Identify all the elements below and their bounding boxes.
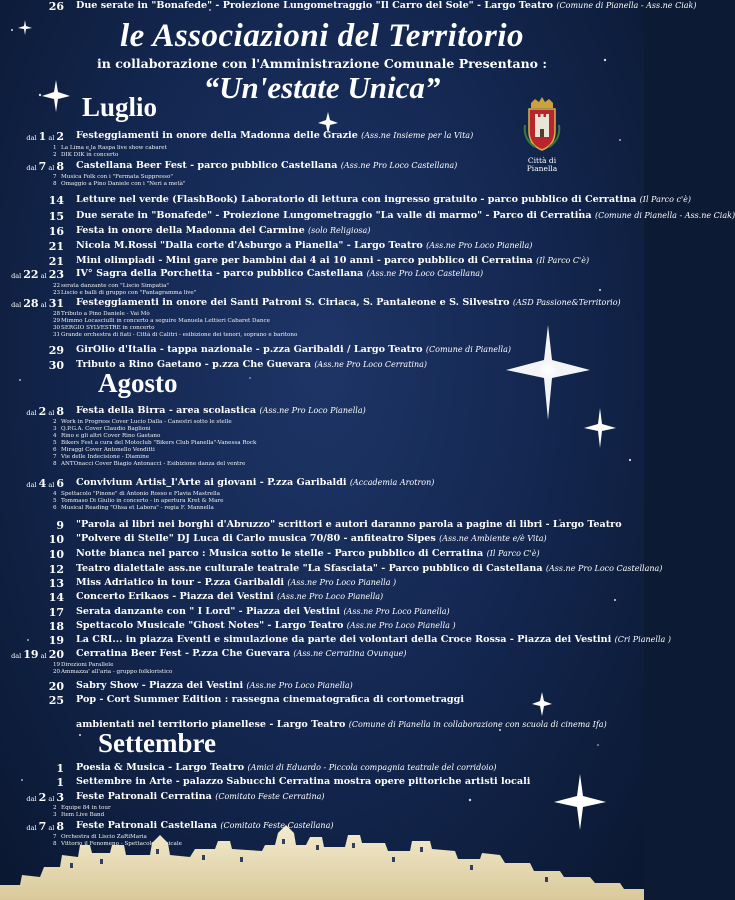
date-end: 3 [56, 791, 64, 804]
event-row [0, 344, 600, 358]
sub-event-text: Omaggio a Pino Daniele con i "Neri a metà" [61, 181, 186, 187]
event-row [0, 240, 600, 254]
event-organizer: (Ass.ne Pro Loco Cerratina) [314, 360, 428, 369]
event-title: Sabry Show - Piazza dei Vestini (Ass.ne Pro Loco Pianella) [76, 680, 353, 691]
event-row [0, 648, 600, 662]
date-start: 15 [48, 210, 64, 223]
date-infix: al [46, 409, 57, 417]
event-date [0, 297, 64, 310]
sub-event-text: Liscio e balli di gruppo con "Fantagramma live" [61, 290, 197, 296]
sub-event [53, 662, 113, 669]
date-infix: al [46, 795, 57, 803]
event-row [0, 297, 621, 311]
sub-event-day: 4 [53, 433, 57, 439]
date-end: 20 [48, 648, 64, 661]
event-title: Castellana Beer Fest - parco pubblico Castellana (Ass.ne Pro Loco Castellana) [76, 160, 458, 171]
sub-event [53, 152, 118, 159]
date-start: 25 [48, 694, 64, 707]
sub-event-day: 1 [53, 145, 57, 151]
event-organizer: (Ass.ne Pro Loco Pianella ) [346, 621, 456, 630]
date-prefix: dal [26, 164, 39, 172]
sub-event [53, 290, 196, 297]
sub-event-text: Spettacolo "Pinone" di Antonio Rosso e Flavia Mastrella [61, 491, 220, 497]
event-title: ambientati nel territorio pianellese - Largo Teatro (Comune di Pianella in collaborazione con scuola di cinema Ifa) [76, 719, 607, 730]
date-start: 28 [23, 297, 39, 310]
event-organizer: (Ass.ne Pro Loco Castellana) [545, 564, 663, 573]
event-title: "Parola ai libri nei borghi d'Abruzzo" scrittori e autori daranno parola a pagine di libri - Largo Teatro [76, 519, 622, 530]
sub-event-day: 4 [53, 491, 57, 497]
sub-event-text: Tributo a Pino Daniele - Vai Mò [61, 311, 150, 317]
event-date [0, 194, 64, 207]
date-prefix: dal [11, 301, 24, 309]
date-start: 14 [48, 194, 64, 207]
sub-event-day: 5 [53, 498, 57, 504]
date-start: 9 [56, 519, 64, 532]
sub-event [53, 805, 111, 812]
event-title: Pop - Cort Summer Edition : rassegna cinematografica di cortometraggi [76, 694, 464, 705]
event-row [0, 477, 600, 491]
date-end: 8 [56, 820, 64, 833]
event-date [0, 0, 64, 13]
event-title: Spettacolo Musicale "Ghost Notes" - Largo Teatro (Ass.ne Pro Loco Pianella ) [76, 620, 456, 631]
sub-event-day: 7 [53, 834, 57, 840]
event-title: Feste Patronali Castellana (Comitato Feste Castellana) [76, 820, 334, 831]
event-organizer: (Ass.ne Ambiente e/è Vita) [439, 534, 547, 543]
sub-event [53, 447, 155, 454]
month-agosto: Agosto [98, 368, 178, 398]
event-row [0, 694, 600, 708]
event-organizer: (Comitato Feste Castellana) [220, 821, 334, 830]
month-luglio: Luglio [82, 92, 158, 122]
event-organizer: (Il Parco c'è) [639, 195, 692, 204]
event-row [0, 577, 600, 591]
sub-event-text: Miraggi Cover Antonello Venditti [61, 447, 155, 453]
event-row [0, 791, 600, 805]
sub-event-day: 5 [53, 440, 57, 446]
sub-event [53, 498, 223, 505]
event-date [0, 606, 64, 619]
event-title: Teatro dialettale ass.ne culturale teatrale "La Sfasciata" - Parco pubblico di Castellana (Ass.ne Pro Loco Castellana) [76, 563, 663, 574]
date-start: 2 [38, 791, 47, 804]
sub-event [53, 454, 149, 461]
event-title: Notte bianca nel parco : Musica sotto le stelle - Parco pubblico di Cerratina (Il Parco C'è) [76, 548, 540, 559]
sub-event-day: 8 [53, 181, 57, 187]
event-title: Due serate in "Bonafede" - Proiezione Lungometraggio "La valle di marmo" - Parco di Cerratina (Comune di Pianella - Ass.ne Ciak) [76, 210, 735, 221]
event-date [0, 776, 64, 789]
event-title: Miss Adriatico in tour - P.zza Garibaldi (Ass.ne Pro Loco Pianella ) [76, 577, 397, 588]
date-end: 6 [56, 477, 64, 490]
sub-event-text: serata danzante con "Liscio Simpatia" [61, 283, 169, 289]
sub-event-text: Musica Folk con i "Fermata Suppresso" [61, 174, 173, 180]
month-settembre: Settembre [98, 728, 216, 758]
date-start: 20 [48, 680, 64, 693]
event-date [0, 255, 64, 268]
event-row [0, 194, 692, 208]
sub-event [53, 669, 172, 676]
sub-event-day: 20 [53, 669, 61, 675]
event-date [0, 762, 64, 775]
date-prefix: dal [26, 481, 39, 489]
event-organizer: (Ass.ne Pro Loco Pianella) [343, 607, 450, 616]
event-date [0, 548, 64, 561]
event-date [0, 680, 64, 693]
date-start: 10 [48, 533, 64, 546]
event-date [0, 648, 64, 661]
date-end: 8 [56, 405, 64, 418]
event-title: Festa in onore della Madonna del Carmine (solo Religiosa) [76, 225, 371, 236]
sub-event-text: Direzioni Parallele [61, 662, 114, 668]
date-start: 7 [38, 820, 47, 833]
event-organizer: (Ass.ne Pro Loco Pianella) [426, 241, 533, 250]
sub-event [53, 491, 220, 498]
event-date [0, 591, 64, 604]
sub-event [53, 440, 256, 447]
date-start: 7 [38, 160, 47, 173]
event-title: GirOlio d'Italia - tappa nazionale - p.zza Garibaldi / Largo Teatro (Comune di Pianella) [76, 344, 511, 355]
event-title: Festa della Birra - area scolastica (Ass.ne Pro Loco Pianella) [76, 405, 366, 416]
sub-event-day: 19 [53, 662, 61, 668]
event-row [0, 268, 600, 282]
event-organizer: (Il Parco C'è) [536, 256, 590, 265]
event-row [0, 591, 600, 605]
sub-event [53, 325, 155, 332]
date-start: 19 [48, 634, 64, 647]
event-date [0, 268, 64, 281]
event-organizer: (Ass.ne Cerratina Ovunque) [293, 649, 407, 658]
sub-event-day: 7 [53, 174, 57, 180]
event-row [0, 210, 735, 224]
event-title: Serata danzante con " I Lord" - Piazza dei Vestini (Ass.ne Pro Loco Pianella) [76, 606, 450, 617]
sub-event-day: 30 [53, 325, 61, 331]
event-row [0, 533, 600, 547]
date-infix: al [46, 134, 57, 142]
sub-event-text: Vittorio il Fenomeno - Spettacolo Musicale [61, 841, 182, 847]
event-organizer: (Ass.ne Insieme per la Vita) [361, 131, 474, 140]
event-organizer: (Ass.ne Pro Loco Pianella) [246, 681, 353, 690]
date-infix: al [46, 164, 57, 172]
event-title: Convivium Artist_l'Arte ai giovani - P.zza Garibaldi (Accademia Arotron) [76, 477, 435, 488]
date-start: 1 [56, 776, 64, 789]
event-date [0, 210, 64, 223]
sub-event-text: ANTOnacci Cover Biagio Antonacci - Esibizione danza del ventre [61, 461, 246, 467]
sub-event [53, 433, 160, 440]
date-prefix: dal [11, 272, 24, 280]
event-date [0, 519, 64, 532]
event-organizer: (Comune di Pianella - Ass.ne Ciak) [594, 211, 735, 220]
event-organizer: (solo Religiosa) [308, 226, 371, 235]
event-date [0, 620, 64, 633]
sub-event-day: 28 [53, 311, 61, 317]
event-organizer: (Amici di Eduardo - Piccola compagnia teatrale del corridoio) [247, 763, 497, 772]
sub-event-day: 3 [53, 812, 57, 818]
date-start: 17 [48, 606, 64, 619]
date-end: 2 [56, 130, 64, 143]
date-start: 19 [23, 648, 39, 661]
event-title: Mini olimpiadi - Mini gare per bambini dai 4 ai 10 anni - parco pubblico di Cerratina (Il Parco C'è) [76, 255, 590, 266]
event-organizer: (Ass.ne Pro Loco Castellana) [340, 161, 458, 170]
sub-event [53, 311, 150, 318]
event-date [0, 160, 64, 173]
sub-event [53, 174, 173, 181]
date-start: 13 [48, 577, 64, 590]
event-organizer: (Il Parco C'è) [486, 549, 540, 558]
sub-event-day: 3 [53, 426, 57, 432]
date-infix: al [46, 824, 57, 832]
sub-event-day: 2 [53, 419, 57, 425]
crest-label-2: Pianella [526, 164, 558, 173]
event-row [0, 762, 600, 776]
sub-event [53, 461, 245, 468]
sub-event-text: Ammazza' all'aria - gruppo folkloristico [61, 669, 173, 675]
sub-event-day: 2 [53, 805, 57, 811]
header-slogan: “Un'estate Unica” [203, 70, 441, 105]
date-start: 26 [48, 0, 64, 13]
event-organizer: (Comune di Pianella - Ass.ne Ciak) [556, 1, 697, 10]
event-organizer: (Cri Pianella ) [614, 635, 671, 644]
sub-event-day: 31 [53, 332, 61, 338]
date-start: 2 [38, 405, 47, 418]
sub-event-day: 22 [53, 283, 61, 289]
event-row [0, 405, 600, 419]
event-row [0, 776, 600, 790]
event-row [0, 719, 607, 733]
event-title: IV° Sagra della Porchetta - parco pubblico Castellana (Ass.ne Pro Loco Castellana) [76, 268, 484, 279]
event-row [0, 160, 600, 174]
date-prefix: dal [26, 824, 39, 832]
sub-event [53, 283, 169, 290]
event-row [0, 606, 600, 620]
date-infix: al [38, 301, 49, 309]
sub-event-text: DIK DIK in concerto [61, 152, 119, 158]
sub-event [53, 181, 186, 188]
date-infix: al [38, 272, 49, 280]
date-start: 22 [23, 268, 39, 281]
date-infix: al [38, 652, 49, 660]
crest-icon [519, 95, 565, 153]
event-organizer: (Comitato Feste Cerratina) [215, 792, 325, 801]
date-start: 21 [48, 240, 64, 253]
sub-event [53, 332, 297, 339]
event-row [0, 563, 663, 577]
date-infix: al [46, 481, 57, 489]
sub-event-text: Orchestra di Liscio ZaRiMaria [61, 834, 147, 840]
sub-event-text: Rino e gli altri Cover Rino Gaetano [61, 433, 161, 439]
sub-event-day: 23 [53, 290, 61, 296]
sub-event-text: Musical Reading "Ohsa et Labora" - regia F. Mannella [61, 505, 214, 511]
event-title: Cerratina Beer Fest - P.zza Che Guevara (Ass.ne Cerratina Ovunque) [76, 648, 407, 659]
event-date [0, 533, 64, 546]
sub-event [53, 419, 232, 426]
event-row [0, 634, 671, 648]
event-title: Concerto Erikaos - Piazza dei Vestini (Ass.ne Pro Loco Pianella) [76, 591, 384, 602]
date-start: 12 [48, 563, 64, 576]
event-organizer: (Comune di Pianella) [425, 345, 511, 354]
sub-event-day: 7 [53, 454, 57, 460]
sub-event [53, 426, 151, 433]
crest-label-1: Città di [527, 156, 557, 165]
date-prefix: dal [11, 652, 24, 660]
date-start: 29 [48, 344, 64, 357]
sub-event-text: Mimmo Locasciulli in concerto a seguire Manuela Lettieri Cabaret Dance [61, 318, 270, 324]
event-title: Due serate in "Bonafede" - Proiezione Lungometraggio "Il Carro del Sole" - Largo Teatro (Comune di Pianella - Ass.ne Ciak) [76, 0, 697, 11]
date-start: 1 [38, 130, 47, 143]
event-title: Festeggiamenti in onore della Madonna delle Grazie (Ass.ne Insieme per la Vita) [76, 130, 474, 141]
date-end: 23 [48, 268, 64, 281]
event-title: "Polvere di Stelle" DJ Luca di Carlo musica 70/80 - anfiteatro Sipes (Ass.ne Ambiente e/è Vita) [76, 533, 547, 544]
event-date [0, 359, 64, 372]
event-organizer: (Accademia Arotron) [349, 478, 435, 487]
date-prefix: dal [26, 795, 39, 803]
sub-event-text: Bikers Fest a cura del Motoclub "Bikers Club Pianella"-Vanessa Rock [61, 440, 257, 446]
event-date [0, 240, 64, 253]
sub-event-day: 8 [53, 461, 57, 467]
header-title: le Associazioni del Territorio [119, 18, 524, 54]
event-row [0, 359, 600, 373]
date-prefix: dal [26, 409, 39, 417]
sub-event-text: Q.P.G.A. Cover Claudio Baglioni [61, 426, 151, 432]
sub-event [53, 505, 214, 512]
date-start: 21 [48, 255, 64, 268]
event-date [0, 694, 64, 707]
sub-event-text: Equipe 84 in tour [61, 805, 111, 811]
date-end: 8 [56, 160, 64, 173]
sub-event-text: Tommaso Di Giulio in concerto - in apertura Kret & Mare [61, 498, 224, 504]
event-organizer: (Ass.ne Pro Loco Pianella) [259, 406, 366, 415]
event-row [0, 130, 600, 144]
sub-event-day: 29 [53, 318, 61, 324]
event-title: Poesia & Musica - Largo Teatro (Amici di Eduardo - Piccola compagnia teatrale del corridoio) [76, 762, 497, 773]
event-date [0, 344, 64, 357]
sub-event-text: Grande orchestra di fiati - Città di Calitri - esibizione dei tenori, soprano e baritono [61, 332, 298, 338]
event-title: La CRI... in piazza Eventi e simulazione da parte dei volontari della Croce Rossa - Piazza dei Vestini (Cri Pianella ) [76, 634, 671, 645]
event-date [0, 405, 64, 418]
sub-event [53, 145, 167, 152]
sub-event [53, 318, 270, 325]
event-organizer: (ASD Passione&Territorio) [512, 298, 621, 307]
event-row [0, 225, 600, 239]
date-start: 10 [48, 548, 64, 561]
date-start: 18 [48, 620, 64, 633]
sub-event-day: 2 [53, 152, 57, 158]
date-start: 30 [48, 359, 64, 372]
sub-event-day: 6 [53, 447, 57, 453]
event-organizer: (Comune di Pianella in collaborazione con scuola di cinema Ifa) [348, 720, 607, 729]
event-date [0, 791, 64, 804]
event-title: Settembre in Arte - palazzo Sabucchi Cerratina mostra opere pittoriche artisti locali [76, 776, 531, 787]
event-title: Nicola M.Rossi "Dalla corte d'Asburgo a Pianella" - Largo Teatro (Ass.ne Pro Loco Pianella) [76, 240, 533, 251]
event-date [0, 634, 64, 647]
event-title: Feste Patronali Cerratina (Comitato Feste Cerratina) [76, 791, 325, 802]
event-title: Letture nel verde (FlashBook) Laboratorio di lettura con ingresso gratuito - parco pubblico di Cerratina (Il Parco c'è) [76, 194, 692, 205]
event-row [0, 620, 600, 634]
sub-event-day: 6 [53, 505, 57, 511]
sub-event-day: 8 [53, 841, 57, 847]
sub-event-text: Work in Progress Cover Lucio Dalla - Canestri sotto le stelle [61, 419, 232, 425]
sub-event-text: Item Live Band [61, 812, 105, 818]
date-start: 4 [38, 477, 47, 490]
event-organizer: (Ass.ne Pro Loco Pianella ) [287, 578, 397, 587]
date-prefix: dal [26, 134, 39, 142]
event-date [0, 225, 64, 238]
date-start: 1 [56, 762, 64, 775]
event-row [0, 519, 622, 533]
town-skyline [0, 815, 644, 900]
date-end: 31 [48, 297, 64, 310]
sub-event-text: SERGIO SYLVESTRE in concerto [61, 325, 155, 331]
date-start: 14 [48, 591, 64, 604]
event-title: Festeggiamenti in onore dei Santi Patroni S. Ciriaca, S. Pantaleone e S. Silvestro (ASD Passione&Territorio) [76, 297, 621, 308]
sub-event-text: La Lima e la Raspa live show cabaret [61, 145, 167, 151]
header-subtitle: in collaborazione con l'Amministrazione Comunale Presentano : [97, 56, 547, 71]
event-row [0, 548, 600, 562]
event-title: Tributo a Rino Gaetano - p.zza Che Guevara (Ass.ne Pro Loco Cerratina) [76, 359, 428, 370]
event-date [0, 130, 64, 143]
event-date [0, 563, 64, 576]
event-row [0, 0, 697, 14]
event-organizer: (Ass.ne Pro Loco Pianella) [276, 592, 384, 601]
date-start: 16 [48, 225, 64, 238]
event-row [0, 680, 600, 694]
sub-event-text: Vie delle Indecisione - Diamine [61, 454, 150, 460]
event-date [0, 577, 64, 590]
event-row [0, 255, 600, 269]
event-date [0, 477, 64, 490]
event-organizer: (Ass.ne Pro Loco Castellana) [366, 269, 484, 278]
